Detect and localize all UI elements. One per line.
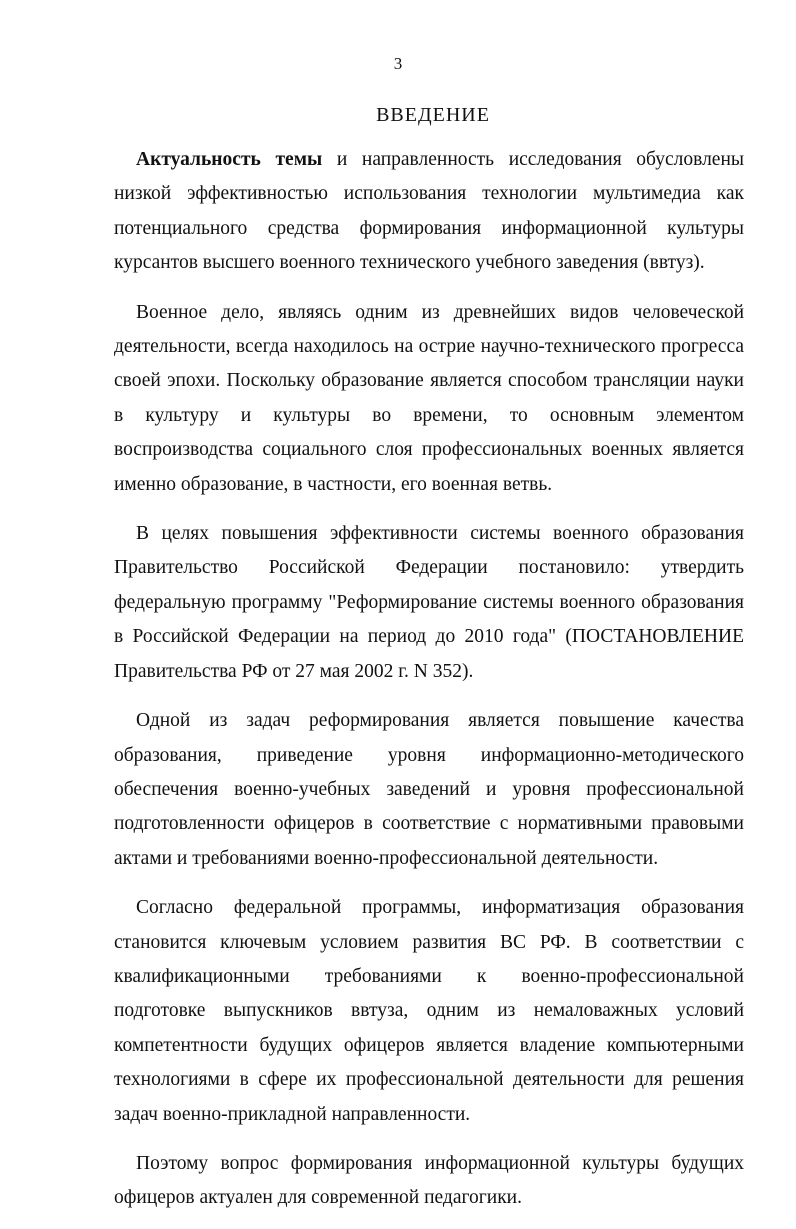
body-text xyxy=(114,143,744,1216)
paragraph-military-affairs: Военное дело, являясь одним из древнейших видов человеческой деятельности, всегда находилось на острие научно-технического прогресса своей эпохи. Поскольку образование является способом трансляции науки в культуру и культуры во времени, то основным элементом воспроизводства социального слоя профессиональных военных является именно образование, в частности, его военная ветвь. xyxy=(114,301,744,495)
paragraph-government-program: В целях повышения эффективности системы военного образования Правительство Российской Федерации постановило: утвердить федеральную программу "Реформирование системы военного образования в Российской Федерации на период до 2010 года" (ПОСТАНОВЛЕНИЕ Правительства РФ от 27 мая 2002 г. N 352). xyxy=(114,523,744,682)
paragraph-conclusion: Поэтому вопрос формирования информационной культуры будущих офицеров актуален для современной педагогики. xyxy=(114,1152,744,1209)
paragraph-informatization: Согласно федеральной программы, информатизация образования становится ключевым условием развития ВС РФ. В соответствии с квалификационными требованиями к военно-профессиональной подготовке выпускников ввтуза, одним из немаловажных условий компетентности будущих офицеров является владение компьютерными технологиями в сфере их профессиональной деятельности для решения задач военно-прикладной направленности. xyxy=(114,897,744,1125)
relevance-lead: Актуальность темы xyxy=(136,149,323,170)
relevance-text: и направленность исследования обусловлены низкой эффективностью использования технологии мультимедиа как потенциального средства формирования информационной культуры курсантов высшего военного технического учебного заведения (ввтуз). xyxy=(114,149,744,274)
paragraph-relevance xyxy=(114,143,744,281)
section-heading: ВВЕДЕНИЕ xyxy=(376,104,490,126)
page-number: 3 xyxy=(393,54,403,73)
paragraph-reform-tasks: Одной из задач реформирования является повышение качества образования, приведение уровня информационно-методического обеспечения военно-учебных заведений и уровня профессиональной подготовленности офицеров в соответствие с нормативными правовыми актами и требованиями военно-профессиональной деятельности. xyxy=(114,710,744,869)
